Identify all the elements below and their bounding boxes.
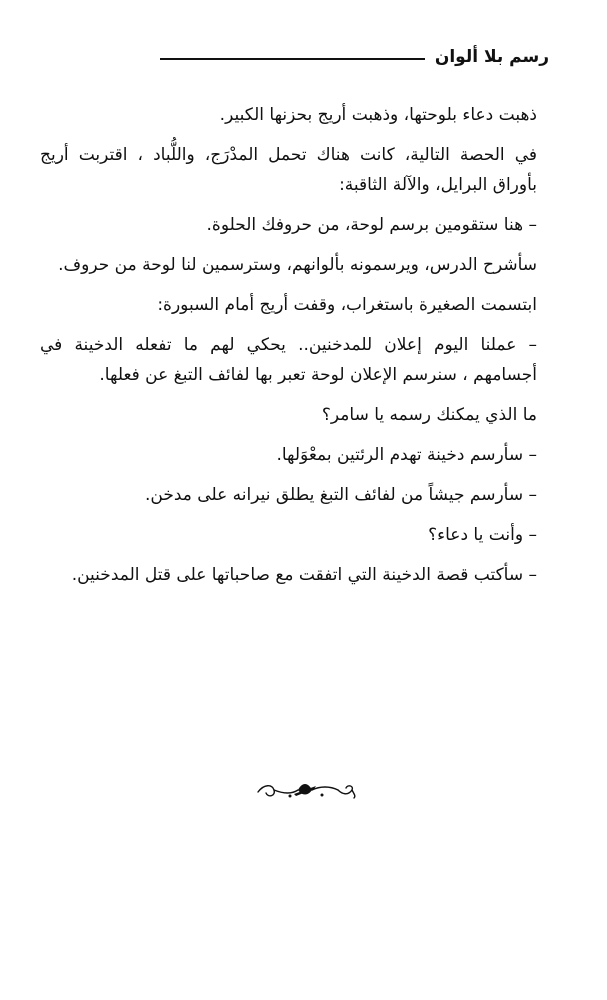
decorative-flourish-icon bbox=[250, 776, 360, 806]
paragraph: – عملنا اليوم إعلان للمدخنين.. يحكي لهم ما تفعله الدخينة في أجسامهم ، سنرسم الإعلان لوحة تعبر بها لفائف التبغ عن فعلها. bbox=[40, 335, 537, 385]
paragraph: – سأرسم جيشاً من لفائف التبغ يطلق نيرانه على مدخن. bbox=[145, 485, 537, 505]
header-rule bbox=[160, 58, 425, 60]
paragraph: – سأرسم دخينة تهدم الرئتين بمعْوَلها. bbox=[276, 445, 537, 465]
running-header bbox=[160, 44, 549, 70]
body-text bbox=[40, 100, 537, 600]
paragraph: – وأنت يا دعاء؟ bbox=[428, 525, 537, 545]
paragraph: ما الذي يمكنك رسمه يا سامر؟ bbox=[321, 405, 537, 425]
paragraph: – سأكتب قصة الدخينة التي اتفقت مع صاحباتها على قتل المدخنين. bbox=[71, 565, 537, 585]
paragraph: في الحصة التالية، كانت هناك تحمل المدْرَج، واللُّباد ، اقتربت أريج بأوراق البرايل، والآلة الثاقبة: bbox=[40, 145, 537, 195]
paragraph: سأشرح الدرس، ويرسمونه بألوانهم، وسترسمين لنا لوحة من حروف. bbox=[58, 255, 537, 275]
chapter-title: رسم بلا ألوان bbox=[434, 47, 549, 67]
paragraph: ذهبت دعاء بلوحتها، وذهبت أريج بحزنها الكبير. bbox=[219, 105, 537, 125]
paragraph: – هنا ستقومين برسم لوحة، من حروفك الحلوة. bbox=[206, 215, 537, 235]
paragraph: ابتسمت الصغيرة باستغراب، وقفت أريج أمام السبورة: bbox=[157, 295, 537, 315]
